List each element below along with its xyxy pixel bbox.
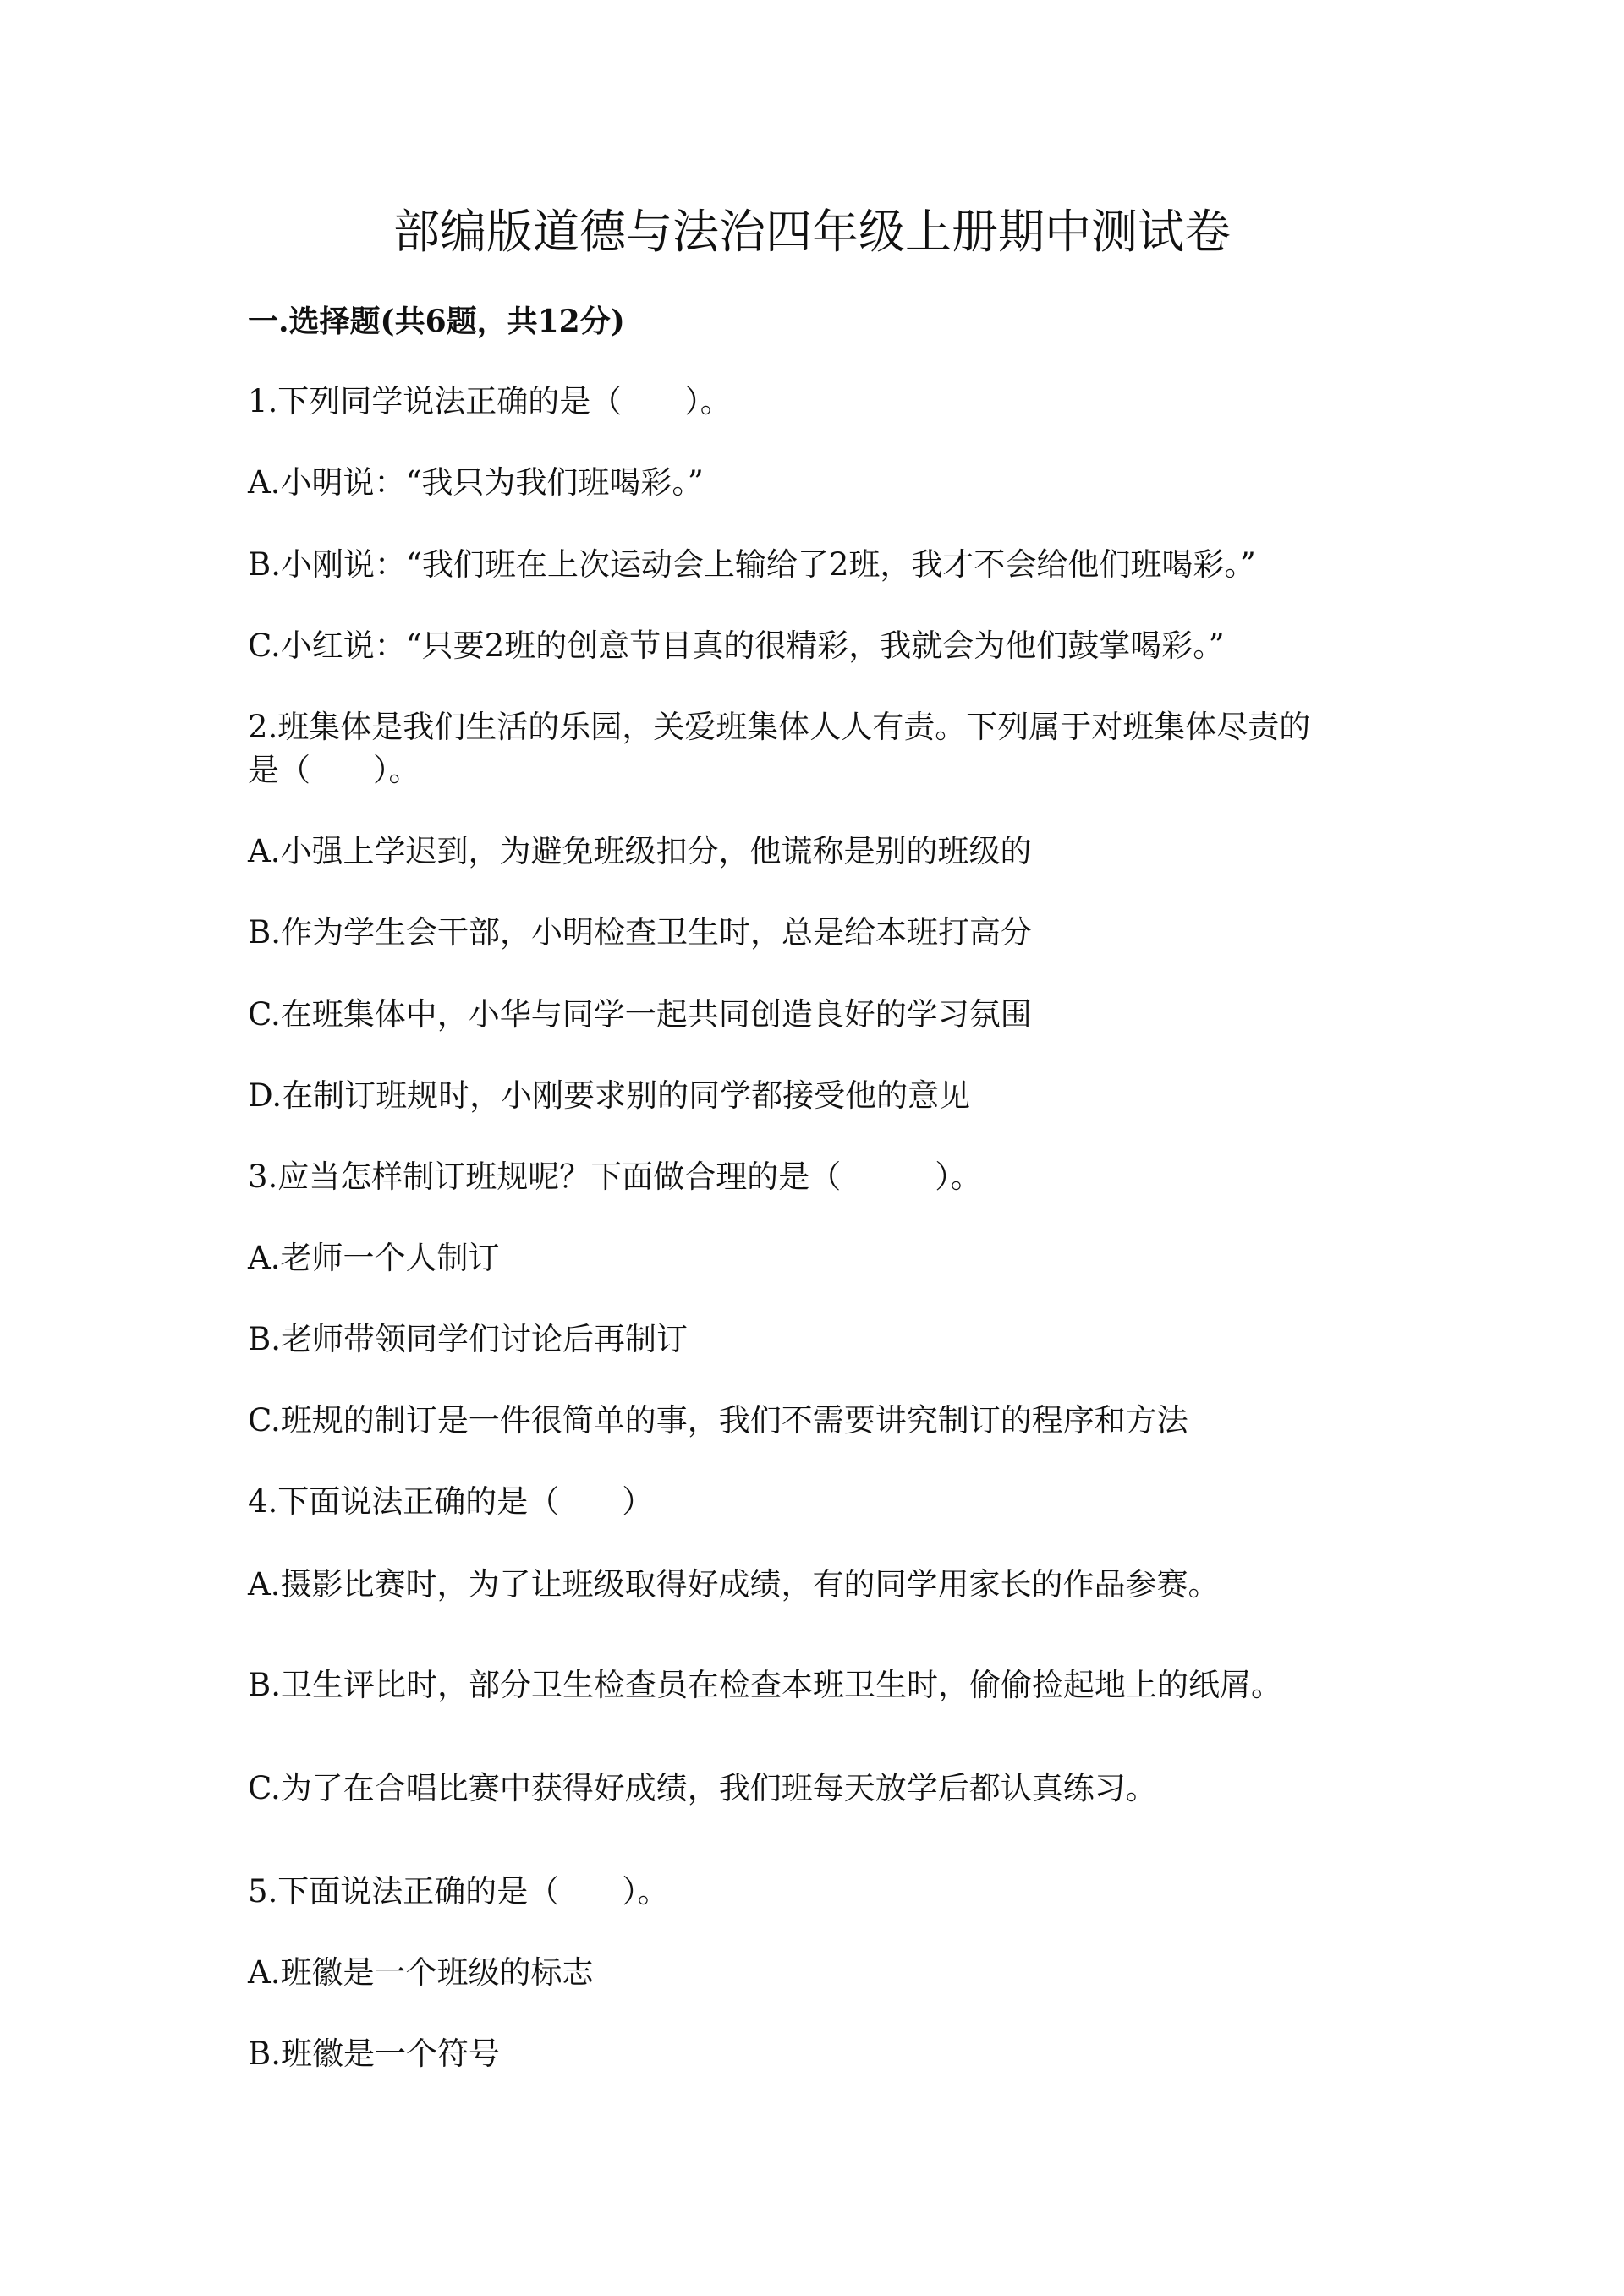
question-stem-continued: 是（ ）。 [248,752,420,788]
option-c: C.在班集体中，小华与同学一起共同创造良好的学习氛围 [248,996,1032,1033]
option-b: B.老师带领同学们讨论后再制订 [248,1321,688,1357]
option-a: A.摄影比赛时，为了让班级取得好成绩，有的同学用家长的作品参赛。 [248,1566,1220,1603]
option-a: A.小强上学迟到，为避免班级扣分，他谎称是别的班级的 [248,833,1032,869]
option-c: C.班规的制订是一件很简单的事，我们不需要讲究制订的程序和方法 [248,1402,1188,1438]
section-heading: 一.选择题(共6题，共12分) [248,304,625,339]
question-stem: 2.班集体是我们生活的乐园，关爱班集体人人有责。下列属于对班集体尽责的 [248,709,1311,745]
question-stem: 5.下面说法正确的是（ ）。 [248,1873,669,1910]
question-stem: 4.下面说法正确的是（ ） [248,1483,654,1520]
option-b: B.班徽是一个符号 [248,2036,500,2072]
option-b: B.卫生评比时，部分卫生检查员在检查本班卫生时，偷偷捡起地上的纸屑。 [248,1667,1282,1703]
option-b: B.作为学生会干部，小明检查卫生时，总是给本班打高分 [248,914,1032,951]
option-b: B.小刚说：“我们班在上次运动会上输给了2班，我才不会给他们班喝彩。” [248,546,1256,583]
option-a: A.老师一个人制订 [248,1240,500,1276]
option-a: A.小明说：“我只为我们班喝彩。” [248,464,704,501]
option-c: C.小红说：“只要2班的创意节目真的很精彩，我就会为他们鼓掌喝彩。” [248,627,1225,664]
option-a: A.班徽是一个班级的标志 [248,1954,594,1991]
page-title: 部编版道德与法治四年级上册期中测试卷 [392,205,1231,259]
option-d: D.在制订班规时，小刚要求别的同学都接受他的意见 [248,1077,971,1114]
question-stem: 3.应当怎样制订班规呢？下面做合理的是（ ）。 [248,1159,982,1195]
question-stem: 1.下列同学说法正确的是（ ）。 [248,383,732,419]
option-c: C.为了在合唱比赛中获得好成绩，我们班每天放学后都认真练习。 [248,1770,1157,1806]
